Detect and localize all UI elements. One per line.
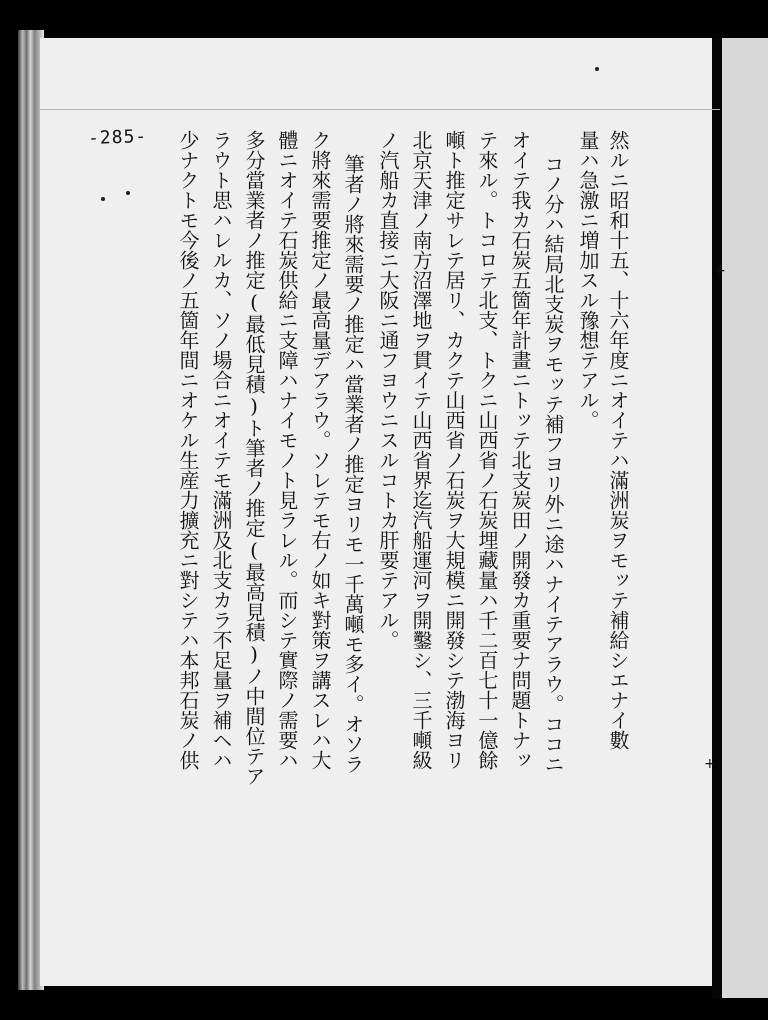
text-column-1: 然ルニ昭和十五、十六年度ニオイテハ滿洲炭ヲモッテ補給シエナイ數	[606, 130, 630, 750]
scan-dot	[595, 67, 599, 71]
page-number: -285-	[87, 125, 148, 150]
vertical-text-block	[140, 130, 630, 950]
text-column-13: ラウト思ハレルカ、ソノ場合ニオイテモ滿洲及北支カラ不足量ヲ補ヘハ	[209, 130, 233, 770]
scan-dot	[126, 191, 130, 195]
text-column-8: ノ汽船カ直接ニ大阪ニ通フヨウニスルコトカ肝要テアル。	[376, 130, 400, 650]
text-column-6: 噸ト推定サレテ居リ、カクテ山西省ノ石炭ヲ大規模ニ開發シテ渤海ヨリ	[442, 130, 466, 770]
registration-mark-lower: +	[704, 756, 716, 772]
top-rule-line	[40, 109, 720, 110]
text-column-12: 多分當業者ノ推定(最低見積)ト筆者ノ推定(最高見積)ノ中間位テア	[242, 130, 266, 786]
page-gutter-shadow	[712, 38, 722, 998]
registration-mark-upper: +	[714, 263, 726, 279]
text-column-5: テ來ル。トコロテ北支、トクニ山西省ノ石炭埋藏量ハ千二百七十一億餘	[475, 130, 499, 770]
text-column-4: オイテ我カ石炭五箇年計畫ニトッテ北支炭田ノ開發カ重要ナ問題トナッ	[508, 130, 532, 770]
text-column-11: 體ニオイテ石炭供給ニ支障ハナイモノト見ラレル。而シテ實際ノ需要ハ	[275, 130, 299, 770]
scan-dot	[101, 197, 105, 201]
text-column-3: コノ分ハ結局北支炭ヲモッテ補フヨリ外ニ途ハナイテアラウ。ココニ	[541, 154, 565, 774]
text-column-14: 少ナクトモ今後ノ五箇年間ニオケル生産力擴充ニ對シテハ本邦石炭ノ供	[176, 130, 200, 770]
text-column-9: 筆者ノ將來需要ノ推定ハ當業者ノ推定ヨリモ一千萬噸モ多イ。オソラ	[341, 154, 365, 774]
text-column-2: 量ハ急激ニ増加スル豫想テアル。	[576, 130, 600, 430]
adjacent-page-strip	[722, 38, 768, 998]
text-column-10: ク將來需要推定ノ最高量デアラウ。ソレテモ右ノ如キ對策ヲ講スレハ大	[308, 130, 332, 770]
text-column-7: 北京天津ノ南方沼澤地ヲ貫イテ山西省界迄汽船運河ヲ開鑿シ、三千噸級	[409, 130, 433, 770]
